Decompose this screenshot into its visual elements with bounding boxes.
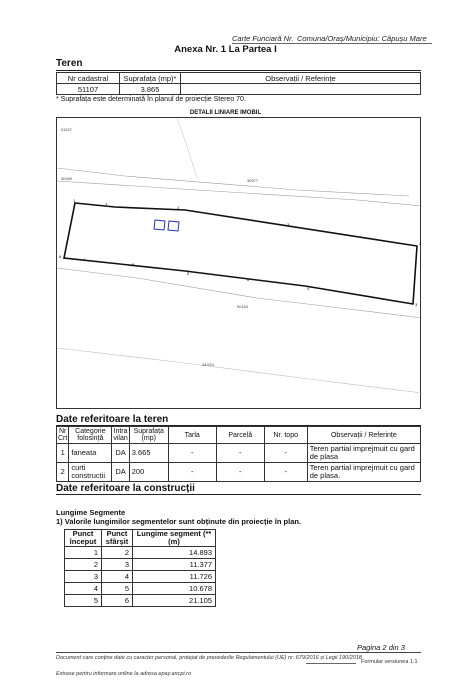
point-label-5: 5 — [187, 271, 190, 276]
seg-end: 3 — [102, 559, 133, 571]
signature-mark — [306, 663, 356, 667]
segments-title-block — [56, 508, 301, 526]
point-label-2: 2 — [419, 241, 422, 246]
suprafata-value: 3.865 — [120, 84, 181, 95]
uses-topo: - — [264, 463, 307, 482]
segment-label-5: 5 — [132, 262, 135, 267]
segment-label-6: 6 — [247, 277, 250, 282]
seg-length: 14.893 — [133, 547, 216, 559]
formular-version: Formular versiunea 1.1 — [361, 659, 418, 665]
label-left-mid: 30490 — [61, 176, 73, 181]
segment-label-1: 1 — [105, 201, 108, 206]
table-row — [65, 547, 216, 559]
label-upper: 30977 — [247, 178, 259, 183]
col-lungime: Lungime segment (** (m) — [133, 530, 216, 547]
table-row — [65, 571, 216, 583]
seg-start: 4 — [65, 583, 102, 595]
col-punct-inceput: Punct început — [65, 530, 102, 547]
teren-rule — [56, 70, 421, 71]
page-number: Pagina 2 din 3 — [357, 643, 405, 652]
seg-start: 5 — [65, 595, 102, 607]
table-row — [57, 463, 421, 482]
uses-title: Date referitoare la teren — [56, 414, 169, 425]
segment-label-3: 3 — [287, 222, 290, 227]
neighbour-line-bottom — [57, 348, 422, 393]
uses-tarla: - — [168, 444, 216, 463]
parcel-plan-svg — [57, 118, 422, 410]
projection-note: * Suprafața este determinată în planul de proiecție Stereo 70. — [56, 96, 246, 103]
plan-title: DETALII LINIARE IMOBIL — [189, 110, 262, 116]
segments-title: Lungime Segmente — [56, 508, 126, 517]
col-parcela: Parcelă — [216, 427, 264, 444]
constructii-rule — [56, 494, 421, 495]
uses-intravilan: DA — [112, 444, 129, 463]
annex-title: Anexa Nr. 1 La Partea I — [174, 44, 277, 55]
segments-subtitle: 1) Valorile lungimilor segmentelor sunt obținute din proiecție în plan. — [56, 517, 302, 526]
col-categorie: Categorie folosință — [69, 427, 112, 444]
col-nr-topo: Nr. topo — [264, 427, 307, 444]
table-row — [65, 595, 216, 607]
construction-c1 — [154, 220, 165, 230]
seg-end: 2 — [102, 547, 133, 559]
neighbour-line-top — [57, 168, 409, 196]
seg-length: 11.726 — [133, 571, 216, 583]
col-tarla: Tarla — [168, 427, 216, 444]
nr-cadastral-value: 51107 — [57, 84, 120, 95]
segments-table — [64, 529, 216, 607]
seg-end: 6 — [102, 595, 133, 607]
parcel-plan — [56, 117, 421, 409]
seg-end: 4 — [102, 571, 133, 583]
point-label-3: 3 — [415, 302, 418, 307]
seg-length: 10.678 — [133, 583, 216, 595]
comuna-label: Comuna/Oraș/Municipiu: Căpușu Mare — [297, 34, 427, 43]
segment-label-4: 4 — [83, 257, 86, 262]
teren-table — [56, 72, 421, 95]
uses-table — [56, 426, 421, 482]
point-label-1: 1 — [73, 198, 76, 203]
point-label-6: 6 — [59, 254, 62, 259]
col-punct-sfarsit: Punct sfârșit — [102, 530, 133, 547]
uses-suprafata: 200 — [129, 463, 168, 482]
table-row — [65, 559, 216, 571]
segment-label-2: 2 — [177, 205, 180, 210]
uses-parcela: - — [216, 463, 264, 482]
uses-topo: - — [264, 444, 307, 463]
seg-start: 3 — [65, 571, 102, 583]
teren-title: Teren — [56, 58, 83, 69]
seg-length: 11.377 — [133, 559, 216, 571]
uses-parcela: - — [216, 444, 264, 463]
seg-end: 5 — [102, 583, 133, 595]
neighbour-line-lower — [57, 268, 422, 318]
neighbour-line-vertical — [177, 118, 197, 178]
table-row — [57, 444, 421, 463]
seg-start: 2 — [65, 559, 102, 571]
seg-start: 1 — [65, 547, 102, 559]
uses-nr: 2 — [57, 463, 69, 482]
carte-funciara-label: Carte Funciară Nr. — [232, 34, 294, 43]
table-row — [65, 583, 216, 595]
uses-obs: Teren partial imprejmuit cu gard de plasa — [307, 444, 420, 463]
col-nr-crt: Nr Crt — [58, 428, 68, 442]
label-top-left: 51157 — [61, 127, 72, 132]
uses-intravilan: DA — [112, 463, 129, 482]
uses-suprafata: 3.665 — [129, 444, 168, 463]
col-suprafata-uses: Suprafața (mp) — [129, 427, 168, 444]
uses-obs: Teren partial imprejmuit cu gard de plasa. — [307, 463, 420, 482]
observatii-value — [181, 84, 421, 95]
extras-info: Extrase pentru informare online la adresa epay.ancpi.ro — [56, 671, 192, 677]
label-bottom: 34/201 — [202, 362, 215, 367]
privacy-notice: Document care conține date cu caracter personal, protejat de prevederile Regulamentului (UE) nr. 679/2016 și Legii 190/2018 — [56, 655, 362, 661]
col-observatii-uses: Observații / Referințe — [307, 427, 420, 444]
footer-rule — [56, 652, 421, 653]
label-lower: 50163 — [237, 304, 249, 309]
uses-nr: 1 — [57, 444, 69, 463]
parcel-boundary — [64, 203, 417, 304]
point-label-4: 4 — [307, 286, 310, 291]
uses-categorie: faneata — [69, 444, 112, 463]
uses-tarla: - — [168, 463, 216, 482]
construction-c2 — [168, 221, 179, 231]
constructii-title: Date referitoare la construcții — [56, 483, 195, 494]
col-nr-cadastral: Nr cadastral — [57, 73, 120, 84]
col-observatii: Observații / Referințe — [181, 73, 421, 84]
col-intravilan: Intra vilan — [113, 428, 128, 442]
table-row — [57, 84, 421, 95]
col-suprafata: Suprafața (mp)* — [120, 73, 181, 84]
uses-categorie: curti constructii — [69, 463, 112, 482]
seg-length: 21.105 — [133, 595, 216, 607]
